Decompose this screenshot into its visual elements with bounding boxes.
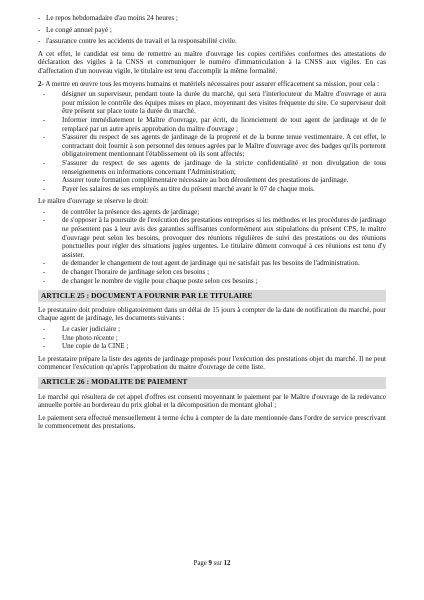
list-item: - S'assurer du respect de ses agents de jardinage de la propreté et de la bonne tenue vestimentaire. A cet effet, le contractant doit fournir à son personnel des tenues agrées par le Maître d'ouvrage avec des badges qu'ils porteront obligatoirement mentionnant l'établissement où ils sont affectés; (38, 133, 386, 159)
section-2-text: A mettre en œuvre tous les moyens humains et matériels nécessaires pour assurer efficacement sa mission, pour cela : (45, 79, 380, 88)
list-item: - Une photo récente ; (38, 334, 386, 343)
list-item: - Assurer toute formation complémentaire nécessaire au bon déroulement des prestations de jardinage. (38, 176, 386, 185)
list-item: - de changer l'horaire de jardinage selon ces besoins ; (38, 268, 386, 277)
intro-list (38, 14, 386, 46)
paragraph-effect: A cet effet, le candidat est tenu de remettre au maître d'ouvrage les copies certifiées conformes des attestations de déclaration des vigiles à la CNSS et communiquer le numéro d'immatriculation à la CNSS aux vigiles. En cas d'affectation d'un nouveau vigile, le titulaire est tenu d'accomplir la même formalité. (38, 49, 386, 75)
footer-prefix: Page (193, 560, 207, 567)
list-item: - l'assurance contre les accidents de travail et la responsabilité civile. (38, 37, 386, 46)
article-26-paragraph-2: Le paiement sera effectué mensuellement à terme échu à compter de la date mentionnée dans l'ordre de service prescrivant le commencement des prestations. (38, 413, 386, 431)
owner-rights-title: Le maître d'ouvrage se réserve le droit: (38, 197, 149, 206)
list-item: - Le congé annuel payé ; (38, 26, 386, 35)
list-item: - de s'opposer à la poursuite de l'exécution des prestations entreprises si les méthodes et les procédures de jardinage ne présentent pas à leur avis des garanties suffisantes conformément aux stipulations du présent CPS, le maître d'ouvrage peut selon les besoins, provoquer des réunions régulières de suivi des prestations ou des réunions ponctuelles pour régler des situations jugées urgentes. Le titulaire dûment convoqué à ces réunions est tenu d'y assister. (38, 216, 386, 259)
list-item: - Une copie de la CINE ; (38, 342, 386, 351)
owner-rights-list (38, 208, 386, 285)
list-item: - Informer immédiatement le Maître d'ouvrage, par écrit, du licenciement de tout agent de jardinage et de le remplacé par un autre après approbation du maître d'ouvrage ; (38, 116, 386, 133)
list-item: - Le repos hebdomadaire d'au moins 24 heures ; (38, 14, 386, 23)
page-content (38, 14, 386, 431)
list-item: - de contrôler la présence des agents de jardinage; (38, 208, 386, 217)
list-item: - désigner un superviseur, pendant toute la durée du marché, qui sera l'interlocuteur du Maître d'ouvrage et aura pour mission le contrôle des équipes mises en place, moyennant des visites fréquente du site. Ce superviseur doit être présent sur place toute la durée du marché. (38, 90, 386, 116)
article-25-paragraph-1: Le prestataire doit produire obligatoirement dans un délai de 15 jours à compter de la date de notification du marché, pour chaque agent de jardinage, les documents suivants : (38, 305, 386, 323)
section-number: 2- (38, 79, 44, 88)
footer-middle: sur (213, 560, 222, 567)
section-2-list (38, 90, 386, 193)
list-item: - Le casier judiciaire ; (38, 325, 386, 334)
article-25-documents-list (38, 325, 386, 351)
article-25-heading: ARTICLE 25 : DOCUMENT A FOURNIR PAR LE TITULAIRE (38, 290, 386, 302)
list-item: - S'assurer du respect de ses agents de jardinage de la stricte confidentialité et non divulgation de tous renseignements ou informations concernant l'Administration; (38, 159, 386, 176)
article-26-paragraph-1: Le marché qui résultera de cet appel d'offres est consenti moyennant le paiement par le Maître d'ouvrage de la redevance annuelle portée au bordereau du prix global et la décomposition du montant global ; (38, 392, 386, 410)
list-item: - Payer les salaires de ses employés au titre du présent marché avant le 07 de chaque mois. (38, 185, 386, 194)
current-page-number: 9 (208, 560, 212, 567)
section-2-intro (38, 80, 386, 89)
total-pages-number: 12 (223, 560, 231, 567)
list-item: - de changer le nombre de vigile pour chaque poste selon ces besoins ; (38, 277, 386, 286)
article-25-paragraph-2: Le prestataire prépare la liste des agents de jardinage proposés pour l'exécution des prestations objet du marché. Il ne peut commencer l'exécution qu'après l'approbation du maitre d'ouvrage de cette liste. (38, 354, 386, 372)
list-item: - de demander le changement de tout agent de jardinage qui ne satisfait pas les besoins de l'administration. (38, 259, 386, 268)
page-footer (0, 560, 424, 569)
article-26-heading: ARTICLE 26 : MODALITE DE PAIEMENT (38, 377, 386, 389)
